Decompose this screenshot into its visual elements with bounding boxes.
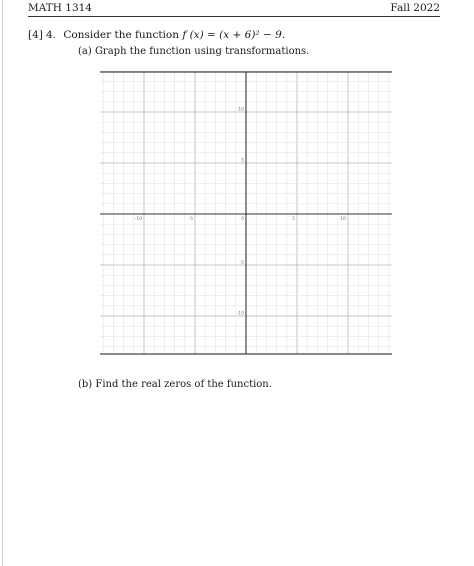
x-tick-label: -10 (134, 217, 142, 222)
x-tick-label: -5 (188, 217, 193, 222)
function-expression: f (x) = (x + 6)² − 9. (182, 29, 286, 41)
problem-statement (28, 29, 285, 41)
coordinate-grid[interactable] (100, 70, 392, 356)
course-name: MATH 1314 (28, 2, 92, 14)
part-a-prompt: (a) Graph the function using transformations. (78, 46, 310, 57)
page-header (28, 2, 440, 16)
term-label: Fall 2022 (390, 2, 440, 14)
problem-text: Consider the function (63, 29, 179, 41)
x-tick-label: 5 (292, 217, 295, 222)
x-tick-label: 10 (340, 217, 346, 222)
tick-labels (135, 107, 346, 317)
part-b-prompt: (b) Find the real zeros of the function. (78, 379, 272, 390)
y-tick-label: 5 (241, 158, 244, 164)
y-tick-label: -5 (239, 260, 244, 266)
x-tick-label: 0 (241, 217, 244, 222)
header-rule (28, 16, 440, 17)
y-tick-label: 10 (238, 107, 244, 113)
page-edge (2, 0, 3, 566)
problem-number: 4. (46, 29, 57, 41)
y-tick-label: -10 (236, 311, 244, 317)
problem-points: [4] (28, 29, 43, 41)
grid-svg (100, 70, 392, 356)
